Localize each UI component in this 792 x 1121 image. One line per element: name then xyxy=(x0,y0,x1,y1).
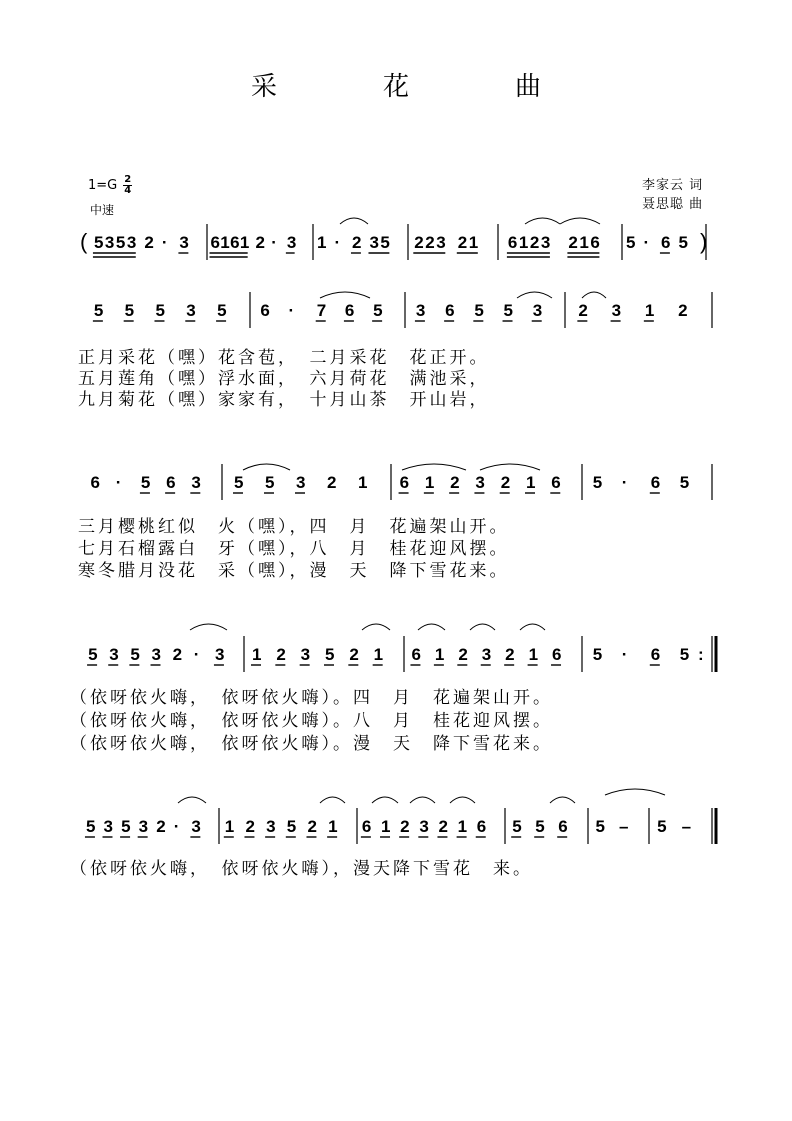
note: 5 xyxy=(512,817,522,836)
slur xyxy=(582,292,606,298)
note: 1 xyxy=(644,301,655,320)
note: 5 xyxy=(373,301,383,320)
note: 3 xyxy=(436,233,446,252)
note: 6 xyxy=(344,301,355,320)
note: 2 xyxy=(307,817,317,836)
slur xyxy=(525,218,560,224)
note: 6 xyxy=(399,473,410,492)
note: 6 xyxy=(590,233,600,252)
note: 3 xyxy=(179,233,189,252)
note: 1 xyxy=(239,233,250,252)
slur xyxy=(605,789,665,795)
note: 6 xyxy=(90,473,100,492)
slur xyxy=(517,292,552,298)
note: 6 xyxy=(552,645,562,664)
note: 5 xyxy=(474,301,484,320)
note: 6 xyxy=(650,473,661,492)
slur xyxy=(362,624,390,630)
note: 2 xyxy=(349,645,359,664)
note: 3 xyxy=(104,233,115,252)
note: 5 xyxy=(625,233,636,252)
note: 3 xyxy=(300,645,311,664)
note: 5 xyxy=(595,817,605,836)
note: 6 xyxy=(411,645,421,664)
note: 6 xyxy=(260,301,270,320)
note: 6 xyxy=(476,817,487,836)
note: 2 xyxy=(458,645,468,664)
note: 3 xyxy=(286,233,297,252)
note: 5 xyxy=(121,817,131,836)
note: 6 xyxy=(210,233,220,252)
note: 2 xyxy=(245,817,255,836)
dot: · xyxy=(621,645,628,664)
note: 5 xyxy=(130,645,140,664)
note: 1 xyxy=(220,233,230,252)
note: 2 xyxy=(414,233,424,252)
lyric-line: （依呀依火嗨， 依呀依火嗨）。八 月 桂花迎风摆。 xyxy=(70,711,553,731)
dot: · xyxy=(115,473,122,492)
note: 3 xyxy=(540,233,551,252)
close-paren: ) xyxy=(700,229,708,254)
note: 1 xyxy=(328,817,338,836)
note: 2 xyxy=(578,301,588,320)
note: 5 xyxy=(115,233,126,252)
note: 1 xyxy=(381,817,391,836)
lyric-line: 七月石榴露白 牙（嘿），八 月 桂花迎风摆。 xyxy=(78,539,510,559)
note: 6 xyxy=(551,473,561,492)
note: 2 xyxy=(425,233,435,252)
note: 1 xyxy=(468,233,479,252)
note: 5 xyxy=(88,645,98,664)
note: 2 xyxy=(678,301,688,320)
note: 5 xyxy=(93,233,104,252)
note: 3 xyxy=(109,645,119,664)
note: 1 xyxy=(434,645,445,664)
note: 5 xyxy=(592,645,603,664)
slur xyxy=(418,624,445,630)
dash: – xyxy=(681,817,692,836)
dot: · xyxy=(288,301,295,320)
note: 1 xyxy=(373,645,384,664)
note: 2 xyxy=(529,233,540,252)
note: 5 xyxy=(535,817,545,836)
note: 5 xyxy=(503,301,513,320)
note: 3 xyxy=(214,645,225,664)
note: 1 xyxy=(358,473,368,492)
note: 5 xyxy=(140,473,151,492)
lyric-line: （依呀依火嗨， 依呀依火嗨），漫天降下雪花 来。 xyxy=(70,859,533,879)
note: 3 xyxy=(369,233,379,252)
slur xyxy=(550,797,575,803)
dash: – xyxy=(619,817,629,836)
note: 2 xyxy=(457,233,468,252)
note: 3 xyxy=(103,817,113,836)
note: 2 xyxy=(156,817,166,836)
note: 6 xyxy=(507,233,518,252)
dot: · xyxy=(161,233,168,252)
note: 1 xyxy=(424,473,435,492)
note: 1 xyxy=(526,473,536,492)
dot: · xyxy=(173,817,180,836)
note: 2 xyxy=(568,233,578,252)
note: 3 xyxy=(475,473,485,492)
note: 1 xyxy=(457,817,468,836)
slur xyxy=(560,218,600,224)
dot: · xyxy=(334,233,341,252)
note: 5 xyxy=(265,473,275,492)
lyric-line: 正月采花（嘿）花含苞， 二月采花 花正开。 xyxy=(78,348,490,368)
note: 5 xyxy=(325,645,335,664)
slur xyxy=(320,797,345,803)
lyric-line: （依呀依火嗨， 依呀依火嗨）。四 月 花遍架山开。 xyxy=(70,688,553,708)
note: 1 xyxy=(316,233,327,252)
note: 3 xyxy=(191,817,201,836)
note: 6 xyxy=(230,233,240,252)
note: 2 xyxy=(276,645,286,664)
slur xyxy=(410,797,435,803)
lyric-line: 三月樱桃红似 火（嘿），四 月 花遍架山开。 xyxy=(78,517,510,537)
note: 3 xyxy=(191,473,201,492)
note: 3 xyxy=(415,301,426,320)
note: 5 xyxy=(155,301,165,320)
note: 2 xyxy=(505,645,515,664)
lyric-line: （依呀依火嗨， 依呀依火嗨）。漫 天 降下雪花来。 xyxy=(70,734,553,754)
note: 6 xyxy=(650,645,661,664)
note: 1 xyxy=(252,645,262,664)
tempo-marking: 中速 xyxy=(90,203,115,217)
composer-credit: 聂思聪 曲 xyxy=(642,197,704,212)
note: 3 xyxy=(419,817,429,836)
note: 5 xyxy=(93,301,104,320)
note: 5 xyxy=(380,233,390,252)
open-paren: ( xyxy=(80,229,88,254)
note: 6 xyxy=(166,473,176,492)
note: 3 xyxy=(266,817,276,836)
note: 5 xyxy=(85,817,96,836)
slur xyxy=(340,218,368,224)
note: 1 xyxy=(518,233,529,252)
lyric-line: 寒冬腊月没花 采（嘿），漫 天 降下雪花来。 xyxy=(78,561,510,581)
note: 6 xyxy=(558,817,568,836)
note: 2 xyxy=(500,473,511,492)
note: 1 xyxy=(224,817,235,836)
slur xyxy=(520,624,545,630)
note: 6 xyxy=(660,233,671,252)
note: 3 xyxy=(532,301,543,320)
note: 3 xyxy=(126,233,137,252)
note: 5 xyxy=(217,301,227,320)
dot: · xyxy=(271,233,277,252)
note: 5 xyxy=(657,817,667,836)
dot: · xyxy=(621,473,628,492)
note: 2 xyxy=(327,473,337,492)
note: 1 xyxy=(579,233,589,252)
note: 3 xyxy=(296,473,306,492)
note: 2 xyxy=(255,233,266,252)
note: 3 xyxy=(481,645,492,664)
lyricist-credit: 李家云 词 xyxy=(642,178,704,193)
slur xyxy=(243,464,290,470)
slur xyxy=(178,797,206,803)
dot: · xyxy=(193,645,200,664)
dot: · xyxy=(643,233,650,252)
note: 2 xyxy=(144,233,154,252)
slur xyxy=(372,797,398,803)
note: 5 xyxy=(592,473,603,492)
note: 3 xyxy=(186,301,196,320)
slur xyxy=(470,624,495,630)
repeat-sign: : xyxy=(698,645,704,664)
note: 6 xyxy=(445,301,455,320)
note: 6 xyxy=(361,817,372,836)
note: 3 xyxy=(138,817,149,836)
note: 3 xyxy=(151,645,161,664)
slur xyxy=(480,464,540,470)
note: 2 xyxy=(450,473,460,492)
slur xyxy=(190,624,227,630)
note: 2 xyxy=(438,817,448,836)
time-denominator: 4 xyxy=(124,185,132,196)
note: 5 xyxy=(124,301,135,320)
note: 5 xyxy=(286,817,297,836)
note: 5 xyxy=(679,645,690,664)
note: 7 xyxy=(316,301,327,320)
slur xyxy=(402,464,466,470)
note: 1 xyxy=(528,645,539,664)
note: 5 xyxy=(679,473,690,492)
lyric-line: 九月菊花（嘿）家家有， 十月山茶 开山岩， xyxy=(78,390,490,410)
note: 2 xyxy=(172,645,183,664)
note: 2 xyxy=(400,817,410,836)
page-title: 采 花 曲 xyxy=(250,72,581,102)
slur xyxy=(320,292,370,298)
time-numerator: 2 xyxy=(124,174,132,185)
lyric-line: 五月莲角（嘿）浮水面， 六月荷花 满池采， xyxy=(78,369,490,389)
slur xyxy=(450,797,475,803)
note: 5 xyxy=(678,233,688,252)
note: 3 xyxy=(611,301,622,320)
note: 5 xyxy=(234,473,244,492)
note: 2 xyxy=(351,233,362,252)
key-label: 1=G xyxy=(88,178,118,193)
